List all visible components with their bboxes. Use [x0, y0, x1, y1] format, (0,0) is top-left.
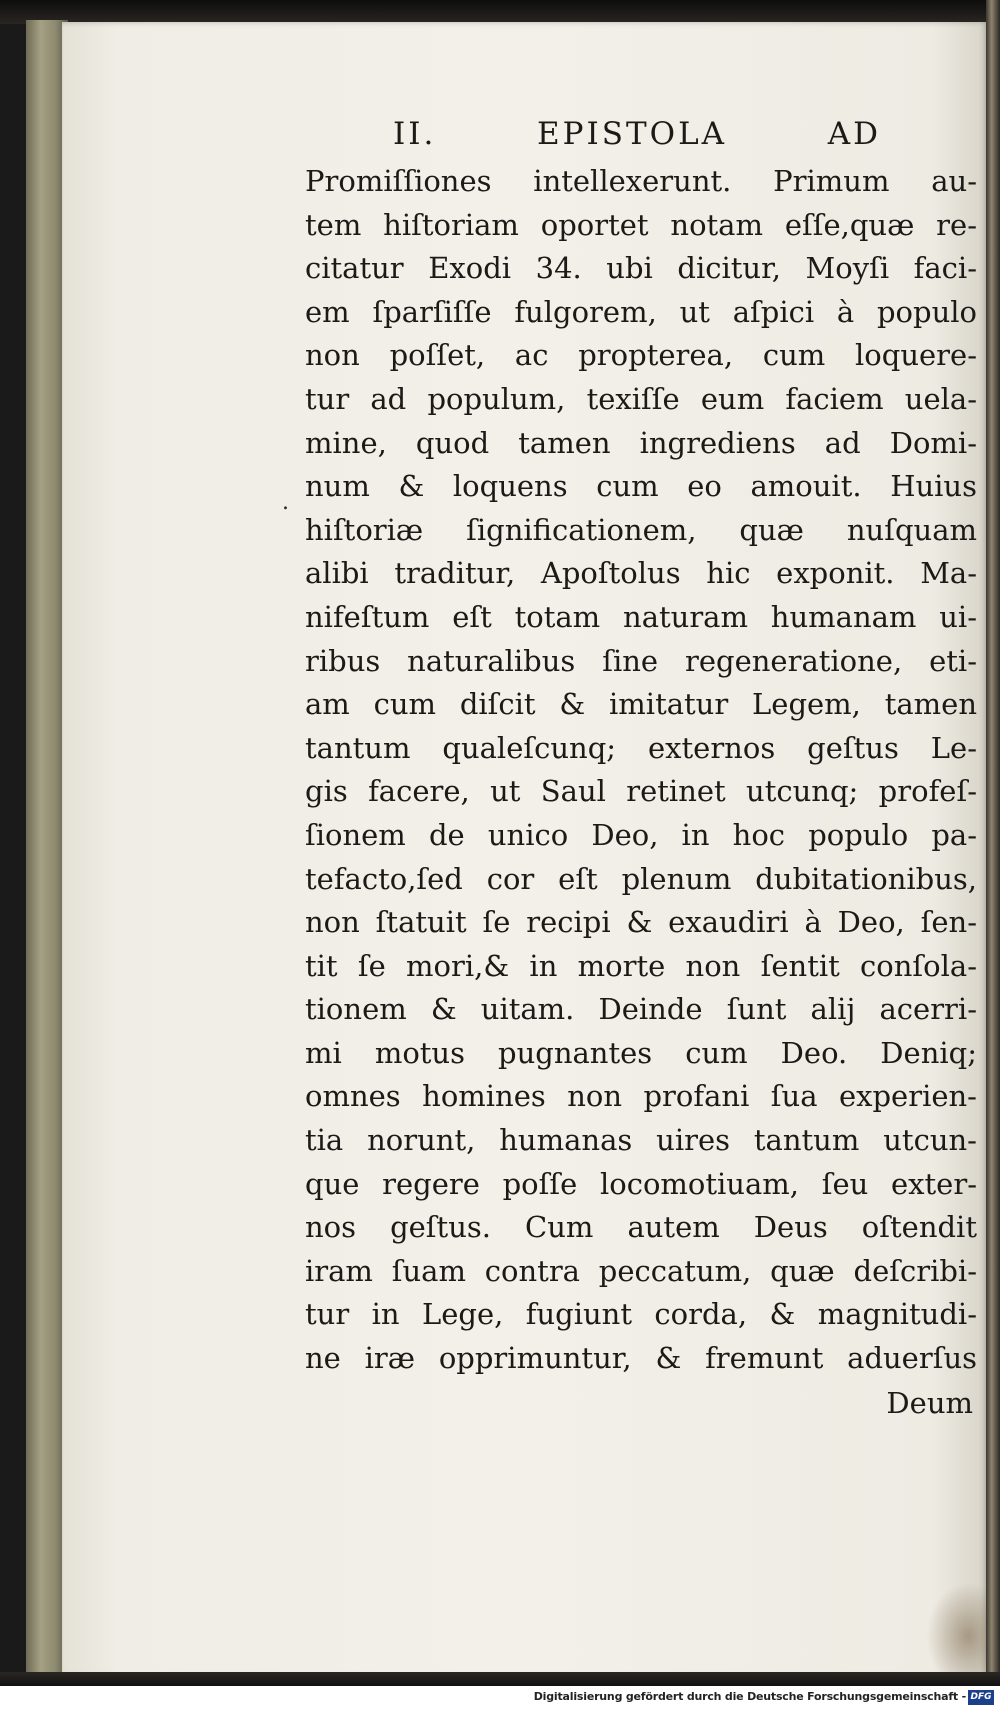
text-line: alibi traditur, Apoſtolus hic exponit. Ma-: [305, 556, 977, 591]
page-text-block: [305, 108, 977, 1425]
text-line: tem hiſtoriam oportet notam eſſe,quæ re-: [305, 207, 977, 242]
book-bottom-edge: [0, 1672, 1000, 1686]
running-head-part: EPISTOLA: [537, 116, 728, 152]
corner-stain: [926, 1582, 986, 1672]
body-text: [305, 160, 977, 1381]
text-line: ne iræ opprimuntur, & fremunt aduerſus: [305, 1341, 977, 1376]
margin-mark: .: [282, 490, 289, 515]
text-line: num & loquens cum eo amouit. Huius: [305, 469, 977, 504]
book-top-edge: [0, 0, 1000, 24]
text-line: omnes homines non profani ſua experien-: [305, 1079, 977, 1114]
text-line: tia norunt, humanas uires tantum utcun-: [305, 1123, 977, 1158]
text-line: citatur Exodi 34. ubi dicitur, Moyſi faci-: [305, 251, 977, 286]
text-line: ribus naturalibus ſine regeneratione, eti-: [305, 643, 977, 678]
text-line: nifeſtum eſt totam naturam humanam ui-: [305, 599, 977, 634]
text-line: non poſſet, ac propterea, cum loquere-: [305, 338, 977, 373]
text-line: tantum qualeſcunq; externos geſtus Le-: [305, 730, 977, 765]
text-line: tionem & uitam. Deinde ſunt alij acerri-: [305, 992, 977, 1027]
text-line: que regere poſſe locomotiuam, ſeu exter-: [305, 1166, 977, 1201]
catchword: Deum: [886, 1385, 973, 1420]
text-line: am cum diſcit & imitatur Legem, tamen: [305, 687, 977, 722]
text-line: tefacto,ſed cor eſt plenum dubitationibus,: [305, 861, 977, 896]
text-line: non ſtatuit ſe recipi & exaudiri à Deo, ſen-: [305, 905, 977, 940]
running-head-part: AD: [827, 116, 881, 152]
text-line: mi motus pugnantes cum Deo. Deniq;: [305, 1035, 977, 1070]
text-line: hiſtoriæ ſignificationem, quæ nuſquam: [305, 512, 977, 547]
text-line: Promiſſiones intellexerunt. Primum au-: [305, 164, 977, 198]
running-head-part: II.: [393, 116, 437, 152]
book-right-edge: [986, 0, 1000, 1710]
text-line: tur ad populum, texiſſe eum faciem uela-: [305, 381, 977, 416]
text-line: tur in Lege, fugiunt corda, & magnitudi-: [305, 1297, 977, 1332]
text-line: iram ſuam contra peccatum, quæ deſcribi-: [305, 1253, 977, 1288]
text-line: em ſparſiſſe fulgorem, ut aſpici à populo: [305, 294, 977, 329]
dfg-logo-icon: DFG: [968, 1690, 994, 1705]
running-head: [305, 108, 977, 160]
text-line: nos geſtus. Cum autem Deus oſtendit: [305, 1210, 977, 1245]
text-line: ſionem de unico Deo, in hoc populo pa-: [305, 817, 977, 852]
text-line: mine, quod tamen ingrediens ad Domi-: [305, 425, 977, 460]
text-line: gis facere, ut Saul retinet utcunq; profeſ-: [305, 774, 977, 809]
text-line: tit ſe mori,& in morte non ſentit conſola-: [305, 948, 977, 983]
footer-credit: Digitalisierung gefördert durch die Deutsche Forschungsgemeinschaft -: [533, 1690, 966, 1703]
